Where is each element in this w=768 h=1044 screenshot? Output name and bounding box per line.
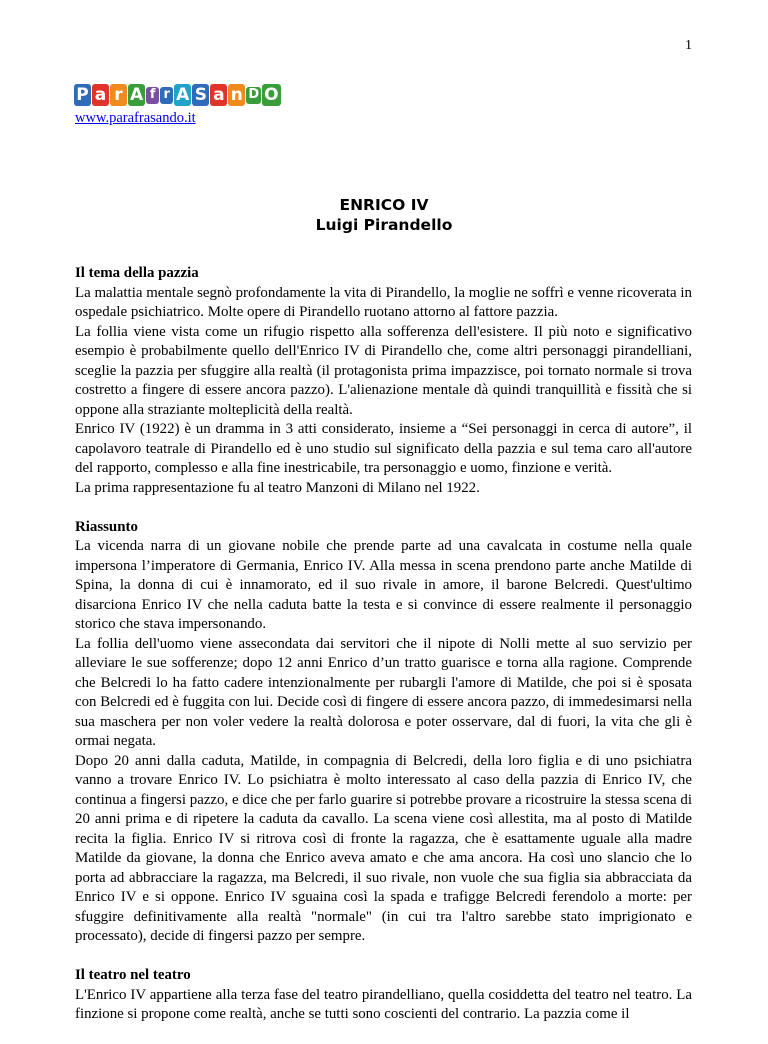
parafrasando-logo[interactable]	[74, 82, 281, 108]
logo-letter-tile: r	[160, 87, 173, 104]
logo-letter-tile: r	[110, 84, 127, 106]
document-body	[75, 264, 692, 1044]
section-heading: Il teatro nel teatro	[75, 967, 191, 983]
logo-letter-tile: P	[74, 84, 91, 106]
paragraph: La vicenda narra di un giovane nobile che prende parte ad una cavalcata in costume nella quale impersona l’imperatore di Germania, Enrico IV. Alla messa in scena prendono parte anche Matilde di Spina, la donna di cui è innamorato, ed il suo rivale in amore, il barone Belcredi. Quest'ultimo disarciona Enrico IV che nella caduta batte la testa e si convince di essere realmente il personaggio storico che stava impersonando.	[75, 538, 692, 632]
logo-letter-tile: a	[210, 84, 227, 106]
section-heading: Il tema della pazzia	[75, 265, 199, 281]
paragraph: Enrico IV (1922) è un dramma in 3 atti considerato, insieme a “Sei personaggi in cerca di autore”, il capolavoro teatrale di Pirandello ed è uno studio sul significato della pazzia e sul tema caro all'autore del rapporto, complesso e alla fine inestricabile, tra personaggio e uomo, finzione e verità.	[75, 421, 692, 476]
section-heading: Riassunto	[75, 518, 138, 535]
logo-letter-tile: a	[92, 84, 109, 106]
section-tema-pazzia	[75, 264, 692, 498]
section-teatro-nel-teatro	[75, 966, 692, 1025]
logo-letter-tile: f	[146, 87, 159, 104]
section-riassunto	[75, 518, 692, 947]
logo-letter-tile: A	[176, 85, 190, 105]
paragraph: Dopo 20 anni dalla caduta, Matilde, in compagnia di Belcredi, della loro figlia e di uno psichiatra vanno a trovare Enrico IV. Lo psichiatra è molto interessato al caso della pazzia di Enrico IV, che continua a fingersi pazzo, e dice che per farlo guarire si potrebbe provare a ricostruire la stessa scena di 20 anni prima e di ripetere la caduta da cavallo. La scena viene così allestita, ma al posto di Matilde recita la figlia. Enrico IV si ritrova così di fronte la ragazza, che è esattamente uguale alla madre Matilde da giovane, la donna che Enrico aveva amato e che ama ancora. Ha così uno slancio che lo porta ad abbracciare la ragazza, ma Belcredi, il suo rivale, non vuole che sua figlia sia abbracciata da Enrico IV e si oppone. Enrico IV sguaina così la spada e trafigge Belcredi ferendolo a morte: per sfuggire definitivamente alla realtà "normale" (in cui tra l'altro sarebbe stato imprigionato e processato), decide di fingersi pazzo per sempre.	[75, 752, 692, 944]
site-link[interactable]: www.parafrasando.it	[75, 110, 196, 126]
title-block	[0, 195, 768, 235]
logo-letter-tile: A	[130, 85, 144, 105]
document-author: Luigi Pirandello	[315, 216, 453, 234]
logo-letter-tile: O	[264, 85, 279, 105]
logo-letter-tile: n	[228, 84, 245, 106]
paragraph: La prima rappresentazione fu al teatro Manzoni di Milano nel 1922.	[75, 479, 480, 496]
paragraph: La follia viene vista come un rifugio rispetto alla sofferenza dell'esistere. Il più noto e significativo esempio è probabilmente quello dell'Enrico IV di Pirandello che, come altri personaggi pirandelliani, sceglie la pazzia per sfuggire alla realtà (il protagonista prima impazzisce, poi tornato normale si trova costretto a fingere di essere ancora pazzo). L'alienazione mentale dà quindi tranquillità e fissità che si oppone alla straziante molteplicità della realtà.	[75, 323, 692, 418]
logo-letter-tile: S	[192, 84, 209, 106]
page-number: 1	[685, 38, 692, 53]
paragraph: La malattia mentale segnò profondamente la vita di Pirandello, la moglie ne soffrì e venne ricoverata in ospedale psichiatrico. Molte opere di Pirandello ruotano attorno al fattore pazzia.	[75, 284, 692, 320]
logo-letter-tile: D	[248, 87, 260, 102]
paragraph: L'Enrico IV appartiene alla terza fase del teatro pirandelliano, quella cosiddetta del teatro nel teatro. La finzione si propone come realtà, anche se tutti sono coscienti del contrario. La pazzia come il	[75, 986, 692, 1022]
document-title: ENRICO IV	[339, 196, 429, 214]
paragraph: La follia dell'uomo viene assecondata dai servitori che il nipote di Nolli mette al suo servizio per alleviare le sue sofferenze; dopo 12 anni Enrico d’un tratto guarisce e torna alla ragione. Comprende che Belcredi lo ha fatto cadere intenzionalmente per rubargli l'amore di Matilde, che poi si è sposata con Belcredi ed è fuggita con lui. Decide così di fingere di essere ancora pazzo, di immedesimarsi nella sua maschera per non voler vedere la realtà dolorosa e poter osservare, dal di fuori, la vita che gli è ormai negata.	[75, 635, 692, 749]
